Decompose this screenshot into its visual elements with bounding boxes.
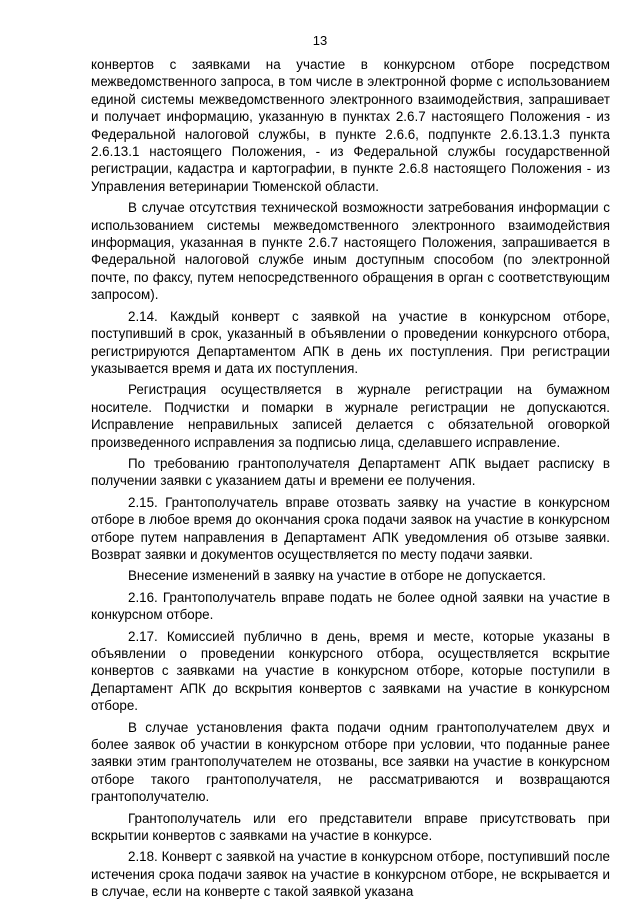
paragraph-no-changes: Внесение изменений в заявку на участие в отборе не допускается. <box>128 568 546 584</box>
paragraph-2-14: 2.14. Каждый конверт с заявкой на участие в конкурсном отборе, поступивший в срок, указанный в объявлении о проведении конкурсного отбора, регистрируются Департаментом АПК в день их поступления. При регистрации указывается время и дата их поступления. <box>91 308 610 376</box>
page-number: 13 <box>312 33 328 48</box>
paragraph-2-15: 2.15. Грантополучатель вправе отозвать заявку на участие в конкурсном отборе в любое время до окончания срока подачи заявок на участие в конкурсном отборе путем направления в Департамент АПК уведомления об отзыве заявки. Возврат заявки и документов осуществляется по месту подачи заявки. <box>91 494 610 562</box>
paragraph-2-16: 2.16. Грантополучатель вправе подать не более одной заявки на участие в конкурсном отборе. <box>91 589 610 623</box>
paragraph-attendance: Грантополучатель или его представители вправе присутствовать при вскрытии конвертов с заявками на участие в конкурсе. <box>91 810 610 844</box>
paragraph-2-17: 2.17. Комиссией публично в день, время и месте, которые указаны в объявлении о проведении конкурсного отбора, осуществляется вскрытие конвертов с заявками на участие в конкурсном отборе, которые поступили в Департамент АПК до вскрытия конвертов с заявками на участие в конкурсном отборе. <box>91 628 610 714</box>
paragraph-registration-journal: Регистрация осуществляется в журнале регистрации на бумажном носителе. Подчистки и помарки в журнале регистрации не допускаются. Исправление неправильных записей делается с обязательной оговоркой произведенного исправления за подписью лица, сделавшего исправление. <box>91 382 610 450</box>
paragraph-2-18: 2.18. Конверт с заявкой на участие в конкурсном отборе, поступивший после истечения срока подачи заявок на участие в конкурсном отборе, не вскрывается и в случае, если на конверте с такой заявкой указана <box>91 849 610 900</box>
paragraph-continuation: конвертов с заявками на участие в конкурсном отборе посредством межведомственного запроса, в том числе в электронной форме с использованием единой системы межведомственного электронного взаимодействия, запрашивает и получает информацию, указанную в пунктах 2.6.7 настоящего Положения - из Федеральной налоговой службы, в пункте 2.6.6, подпункте 2.6.13.1.3 пункта 2.6.13.1 настоящего Положения, - из Федеральной службы государственной регистрации, кадастра и картографии, в пункте 2.6.8 настоящего Положения - из Управления ветеринарии Тюменской области. <box>91 57 610 194</box>
document-body <box>91 56 610 901</box>
paragraph-no-smev-access: В случае отсутствия технической возможности затребования информации с использованием системы межведомственного электронного взаимодействия информация, указанная в пункте 2.6.7 настоящего Положения, запрашивается в Федеральной налоговой службе иным доступным способом (по электронной почте, по факсу, путем непосредственного обращения в орган с соответствующим запросом). <box>91 200 610 303</box>
paragraph-duplicate-applications: В случае установления факта подачи одним грантополучателем двух и более заявок об участии в конкурсном отборе при условии, что поданные ранее заявки этим грантополучателем не отозваны, все заявки на участие в конкурсном отборе такого грантополучателя, не рассматриваются и возвращаются грантополучателю. <box>91 719 610 805</box>
paragraph-receipt: По требованию грантополучателя Департамент АПК выдает расписку в получении заявки с указанием даты и времени ее получения. <box>91 455 610 489</box>
